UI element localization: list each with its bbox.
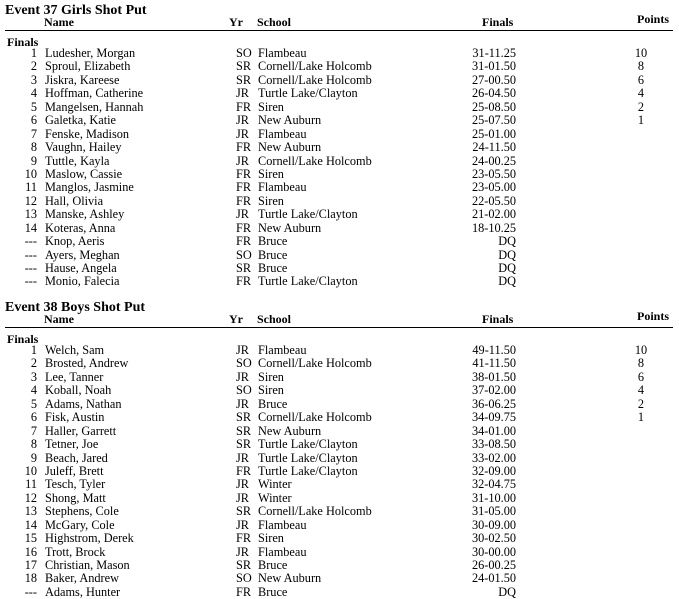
athlete-name: Tesch, Tyler <box>45 477 106 492</box>
finals-mark: 24-01.50 <box>471 571 516 586</box>
athlete-name: Jiskra, Kareese <box>45 72 120 87</box>
school-cell: Turtle Lake/Clayton <box>258 274 358 289</box>
place-cell: 14 <box>24 220 37 235</box>
school-cell: Cornell/Lake Holcomb <box>258 504 372 519</box>
table-row <box>0 465 679 478</box>
points-cell: 6 <box>637 369 645 384</box>
school-cell: Winter <box>258 490 292 505</box>
table-row <box>0 411 679 424</box>
athlete-name: McGary, Cole <box>45 517 115 532</box>
place-cell: --- <box>24 261 37 275</box>
finals-mark: 38-01.50 <box>471 369 516 384</box>
table-row <box>0 168 679 181</box>
athlete-name: Fenske, Madison <box>45 126 130 141</box>
school-cell: Siren <box>258 369 284 384</box>
place-cell: 12 <box>24 193 37 208</box>
place-cell: 14 <box>24 517 37 532</box>
school-cell: Siren <box>258 166 284 181</box>
athlete-name: Fisk, Austin <box>45 410 105 425</box>
year-cell: JR <box>236 396 249 411</box>
finals-mark: 25-08.50 <box>471 99 516 114</box>
school-cell: Bruce <box>258 261 288 275</box>
year-cell: JR <box>236 517 249 532</box>
place-cell: 3 <box>30 72 37 87</box>
finals-mark: 25-07.50 <box>471 113 516 128</box>
table-row <box>0 195 679 208</box>
finals-mark: 18-10.25 <box>471 220 516 235</box>
points-cell: 10 <box>634 46 648 60</box>
athlete-name: Shong, Matt <box>45 490 106 505</box>
finals-mark: 34-09.75 <box>471 410 516 425</box>
year-cell: FR <box>236 140 252 155</box>
school-cell: Cornell/Lake Holcomb <box>258 72 372 87</box>
place-cell: 4 <box>30 86 37 101</box>
school-cell: Cornell/Lake Holcomb <box>258 410 372 425</box>
flight-label: Finals <box>7 332 39 346</box>
place-cell: 7 <box>30 423 37 438</box>
finals-mark: 33-08.50 <box>471 437 516 452</box>
table-row <box>0 181 679 194</box>
athlete-name: Galetka, Katie <box>45 113 117 128</box>
place-cell: 5 <box>30 396 37 411</box>
place-cell: 11 <box>25 180 37 195</box>
school-cell: Flambeau <box>258 544 307 559</box>
points-cell: 1 <box>637 113 645 128</box>
place-cell: 9 <box>30 153 37 168</box>
finals-mark: 30-09.00 <box>471 517 516 532</box>
place-cell: 7 <box>30 126 37 141</box>
athlete-name: Knop, Aeris <box>45 234 105 249</box>
athlete-name: Christian, Mason <box>45 558 130 572</box>
column-header-points: Points <box>637 309 670 323</box>
finals-mark: 41-11.50 <box>472 356 516 371</box>
event-title: Event 37 Girls Shot Put <box>5 3 147 18</box>
school-cell: Flambeau <box>258 46 307 60</box>
year-cell: FR <box>236 180 252 195</box>
school-cell: New Auburn <box>258 113 322 128</box>
school-cell: New Auburn <box>258 220 322 235</box>
school-cell: Flambeau <box>258 180 307 195</box>
column-header-school: School <box>257 15 292 29</box>
year-cell: JR <box>236 126 249 141</box>
table-row <box>0 87 679 100</box>
athlete-name: Lee, Tanner <box>45 369 104 384</box>
table-row <box>0 262 679 275</box>
year-cell: FR <box>236 463 252 478</box>
place-cell: 13 <box>24 207 37 222</box>
school-cell: Siren <box>258 531 284 546</box>
place-cell: 2 <box>30 59 37 74</box>
points-cell: 6 <box>637 72 645 87</box>
table-row <box>0 128 679 141</box>
points-cell: 8 <box>637 59 645 74</box>
place-cell: 9 <box>30 450 37 465</box>
finals-mark: 36-06.25 <box>471 396 516 411</box>
year-cell: JR <box>236 153 249 168</box>
school-cell: Cornell/Lake Holcomb <box>258 59 372 74</box>
year-cell: FR <box>236 234 252 249</box>
table-row <box>0 586 679 599</box>
place-cell: --- <box>24 247 37 262</box>
year-cell: FR <box>236 99 252 114</box>
year-cell: JR <box>236 369 249 384</box>
finals-mark: DQ <box>498 274 516 289</box>
school-cell: Turtle Lake/Clayton <box>258 450 358 465</box>
finals-mark: 31-11.25 <box>472 46 516 60</box>
finals-mark: DQ <box>498 234 516 249</box>
athlete-name: Highstrom, Derek <box>45 531 134 546</box>
year-cell: FR <box>236 274 252 289</box>
table-row <box>0 546 679 559</box>
finals-mark: DQ <box>498 247 516 262</box>
finals-mark: 21-02.00 <box>471 207 516 222</box>
athlete-name: Haller, Garrett <box>45 423 117 438</box>
finals-mark: 26-00.25 <box>471 558 516 572</box>
school-cell: Bruce <box>258 247 288 262</box>
year-cell: SR <box>236 558 252 572</box>
school-cell: Bruce <box>258 234 288 249</box>
athlete-name: Mangelsen, Hannah <box>45 99 144 114</box>
table-row <box>0 101 679 114</box>
year-cell: SO <box>236 383 252 398</box>
school-cell: Bruce <box>258 558 288 572</box>
finals-mark: 30-00.00 <box>471 544 516 559</box>
column-header-yr: Yr <box>229 15 243 29</box>
points-cell: 10 <box>634 343 648 357</box>
place-cell: 4 <box>30 383 37 398</box>
table-row <box>0 60 679 73</box>
table-row <box>0 249 679 262</box>
year-cell: SO <box>236 356 252 371</box>
column-header-yr: Yr <box>229 312 243 326</box>
school-cell: New Auburn <box>258 140 322 155</box>
place-cell: 16 <box>24 544 37 559</box>
school-cell: Turtle Lake/Clayton <box>258 463 358 478</box>
athlete-name: Koteras, Anna <box>45 220 116 235</box>
results-table <box>0 344 679 599</box>
place-cell: 6 <box>30 410 37 425</box>
year-cell: JR <box>236 343 249 357</box>
header-divider <box>5 30 673 31</box>
athlete-name: Hause, Angela <box>45 261 117 275</box>
year-cell: FR <box>236 166 252 181</box>
column-header-name: Name <box>44 15 74 29</box>
column-header-name: Name <box>44 312 74 326</box>
school-cell: Turtle Lake/Clayton <box>258 86 358 101</box>
athlete-name: Tuttle, Kayla <box>45 153 110 168</box>
school-cell: Bruce <box>258 584 288 599</box>
year-cell: JR <box>236 477 249 492</box>
school-cell: Siren <box>258 99 284 114</box>
finals-mark: 31-01.50 <box>471 59 516 74</box>
points-cell: 4 <box>637 383 645 398</box>
year-cell: SR <box>236 423 252 438</box>
year-cell: FR <box>236 193 252 208</box>
place-cell: 1 <box>30 46 37 60</box>
athlete-name: Manske, Ashley <box>45 207 125 222</box>
table-row <box>0 47 679 60</box>
table-row <box>0 275 679 288</box>
athlete-name: Sproul, Elizabeth <box>45 59 131 74</box>
school-cell: Flambeau <box>258 126 307 141</box>
year-cell: SR <box>236 504 252 519</box>
event-title: Event 38 Boys Shot Put <box>5 300 146 315</box>
athlete-name: Juleff, Brett <box>45 463 104 478</box>
points-cell: 8 <box>637 356 645 371</box>
points-cell: 2 <box>637 396 645 411</box>
finals-mark: 49-11.50 <box>472 343 516 357</box>
table-row <box>0 452 679 465</box>
finals-mark: DQ <box>498 584 516 599</box>
year-cell: SR <box>236 437 252 452</box>
year-cell: SO <box>236 46 252 60</box>
school-cell: Flambeau <box>258 517 307 532</box>
athlete-name: Vaughn, Hailey <box>45 140 122 155</box>
year-cell: JR <box>236 450 249 465</box>
year-cell: SR <box>236 261 252 275</box>
athlete-name: Stephens, Cole <box>45 504 119 519</box>
table-row <box>0 155 679 168</box>
place-cell: 2 <box>30 356 37 371</box>
year-cell: SO <box>236 247 252 262</box>
school-cell: Cornell/Lake Holcomb <box>258 356 372 371</box>
finals-mark: 30-02.50 <box>471 531 516 546</box>
athlete-name: Welch, Sam <box>45 343 105 357</box>
athlete-name: Hoffman, Catherine <box>45 86 144 101</box>
school-cell: New Auburn <box>258 423 322 438</box>
place-cell: --- <box>24 234 37 249</box>
school-cell: Flambeau <box>258 343 307 357</box>
place-cell: 1 <box>30 343 37 357</box>
place-cell: 5 <box>30 99 37 114</box>
school-cell: Turtle Lake/Clayton <box>258 437 358 452</box>
place-cell: --- <box>24 274 37 289</box>
school-cell: Turtle Lake/Clayton <box>258 207 358 222</box>
points-cell: 2 <box>637 99 645 114</box>
points-cell: 1 <box>637 410 645 425</box>
table-row <box>0 492 679 505</box>
finals-mark: 24-00.25 <box>471 153 516 168</box>
finals-mark: 31-05.00 <box>471 504 516 519</box>
place-cell: --- <box>24 584 37 599</box>
year-cell: JR <box>236 207 249 222</box>
table-row <box>0 208 679 221</box>
table-row <box>0 114 679 127</box>
place-cell: 3 <box>30 369 37 384</box>
flight-label: Finals <box>7 35 39 49</box>
table-row <box>0 74 679 87</box>
column-header-finals: Finals <box>482 312 514 326</box>
athlete-name: Ayers, Meghan <box>45 247 120 262</box>
table-row <box>0 222 679 235</box>
column-header-finals: Finals <box>482 15 514 29</box>
year-cell: FR <box>236 531 252 546</box>
place-cell: 8 <box>30 437 37 452</box>
finals-mark: DQ <box>498 261 516 275</box>
year-cell: SR <box>236 410 252 425</box>
finals-mark: 31-10.00 <box>471 490 516 505</box>
year-cell: FR <box>236 584 252 599</box>
year-cell: JR <box>236 86 249 101</box>
athlete-name: Maslow, Cassie <box>45 166 123 181</box>
table-row <box>0 344 679 357</box>
place-cell: 8 <box>30 140 37 155</box>
athlete-name: Monio, Falecia <box>45 274 120 289</box>
athlete-name: Brosted, Andrew <box>45 356 129 371</box>
header-divider <box>5 327 673 328</box>
athlete-name: Trott, Brock <box>45 544 106 559</box>
year-cell: JR <box>236 113 249 128</box>
table-row <box>0 398 679 411</box>
place-cell: 13 <box>24 504 37 519</box>
finals-mark: 24-11.50 <box>472 140 516 155</box>
finals-mark: 32-04.75 <box>471 477 516 492</box>
table-row <box>0 505 679 518</box>
athlete-name: Adams, Nathan <box>45 396 122 411</box>
place-cell: 10 <box>24 463 37 478</box>
athlete-name: Tetner, Joe <box>45 437 99 452</box>
place-cell: 18 <box>24 571 37 586</box>
finals-mark: 26-04.50 <box>471 86 516 101</box>
table-row <box>0 425 679 438</box>
athlete-name: Adams, Hunter <box>45 584 121 599</box>
table-row <box>0 478 679 491</box>
school-cell: Winter <box>258 477 292 492</box>
table-row <box>0 141 679 154</box>
year-cell: SO <box>236 571 252 586</box>
year-cell: JR <box>236 544 249 559</box>
year-cell: FR <box>236 220 252 235</box>
table-row <box>0 384 679 397</box>
athlete-name: Manglos, Jasmine <box>45 180 134 195</box>
finals-mark: 23-05.50 <box>471 166 516 181</box>
table-row <box>0 438 679 451</box>
table-row <box>0 532 679 545</box>
athlete-name: Baker, Andrew <box>45 571 119 586</box>
place-cell: 6 <box>30 113 37 128</box>
finals-mark: 23-05.00 <box>471 180 516 195</box>
place-cell: 10 <box>24 166 37 181</box>
place-cell: 17 <box>24 558 37 572</box>
results-table <box>0 47 679 289</box>
school-cell: New Auburn <box>258 571 322 586</box>
athlete-name: Koball, Noah <box>45 383 112 398</box>
place-cell: 12 <box>24 490 37 505</box>
finals-mark: 25-01.00 <box>471 126 516 141</box>
finals-mark: 32-09.00 <box>471 463 516 478</box>
athlete-name: Beach, Jared <box>45 450 108 465</box>
place-cell: 15 <box>24 531 37 546</box>
school-cell: Bruce <box>258 396 288 411</box>
table-row <box>0 357 679 370</box>
school-cell: Siren <box>258 383 284 398</box>
school-cell: Siren <box>258 193 284 208</box>
table-row <box>0 572 679 585</box>
table-row <box>0 235 679 248</box>
column-header-school: School <box>257 312 292 326</box>
points-cell: 4 <box>637 86 645 101</box>
school-cell: Cornell/Lake Holcomb <box>258 153 372 168</box>
table-row <box>0 519 679 532</box>
athlete-name: Ludesher, Morgan <box>45 46 136 60</box>
athlete-name: Hall, Olivia <box>45 193 104 208</box>
table-row <box>0 371 679 384</box>
finals-mark: 27-00.50 <box>471 72 516 87</box>
finals-mark: 33-02.00 <box>471 450 516 465</box>
finals-mark: 22-05.50 <box>471 193 516 208</box>
finals-mark: 37-02.00 <box>471 383 516 398</box>
finals-mark: 34-01.00 <box>471 423 516 438</box>
place-cell: 11 <box>25 477 37 492</box>
table-row <box>0 559 679 572</box>
column-header-points: Points <box>637 12 670 26</box>
year-cell: SR <box>236 59 252 74</box>
year-cell: SR <box>236 72 252 87</box>
year-cell: JR <box>236 490 249 505</box>
